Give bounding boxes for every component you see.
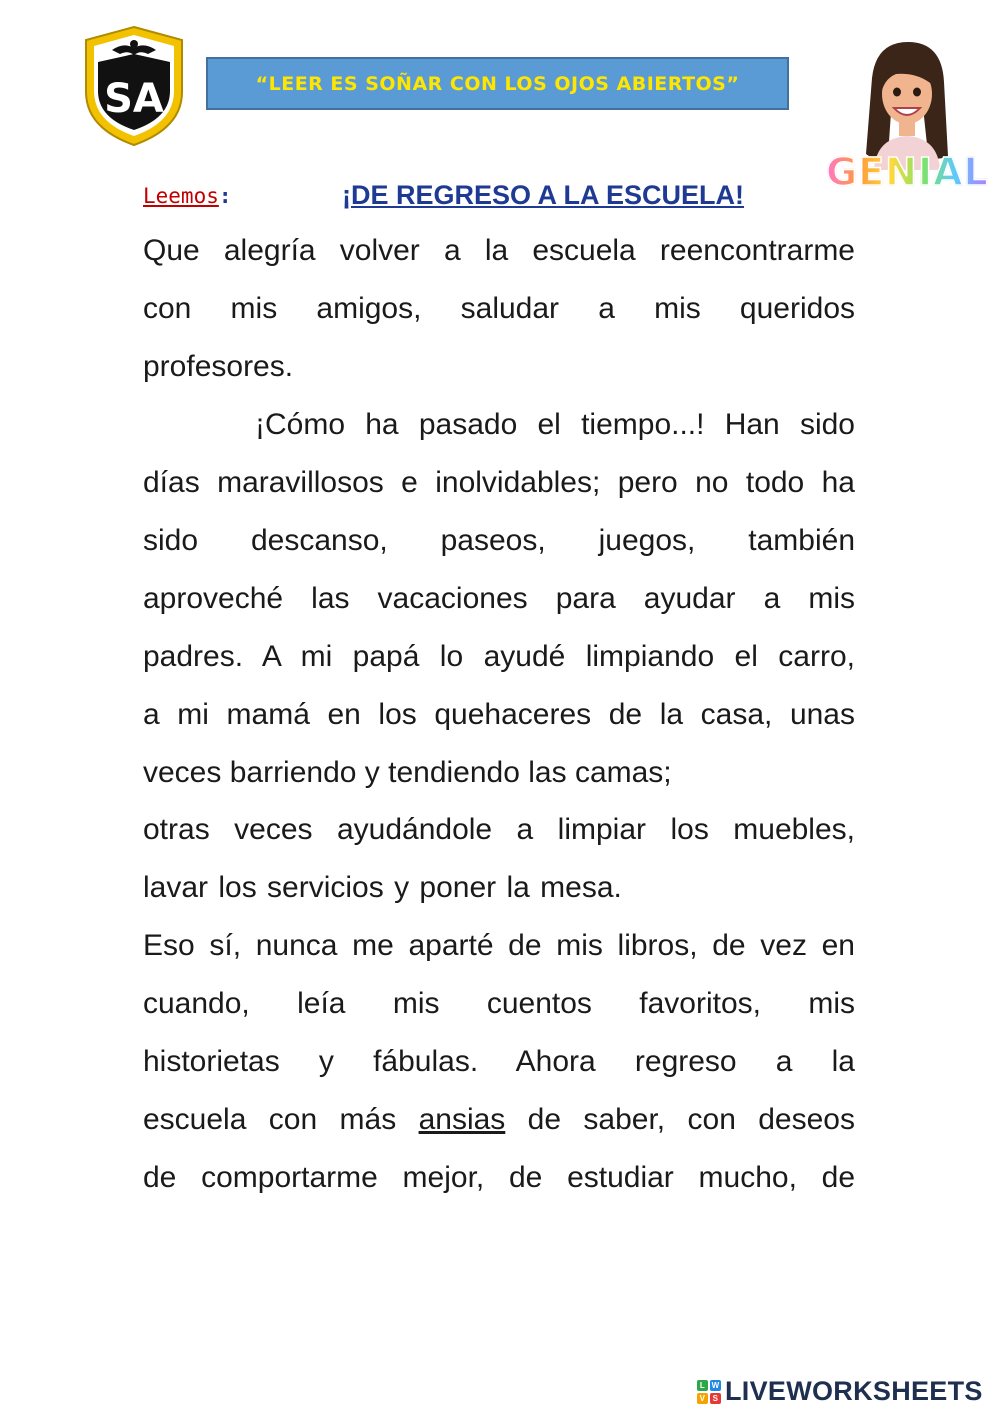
- text-line: veces barriendo y tendiendo las camas;: [143, 756, 672, 789]
- text-line: sido descanso, paseos, juegos, también: [143, 524, 855, 557]
- text-line: aproveché las vacaciones para ayudar a mis: [143, 582, 855, 615]
- text-line: a mi mamá en los quehaceres de la casa, unas: [143, 698, 855, 731]
- paragraph-1: [143, 222, 855, 396]
- text-line: lavar los servicios y poner la mesa.: [143, 871, 622, 904]
- watermark-text: LIVEWORKSHEETS: [725, 1376, 983, 1406]
- leemos-label: Leemos: [143, 184, 219, 208]
- text-line: Que alegría volver a la escuela reencontrarme: [143, 234, 855, 267]
- section-label: [143, 184, 232, 208]
- reading-title: ¡DE REGRESO A LA ESCUELA!: [342, 180, 745, 210]
- motto-text: “LEER ES SOÑAR CON LOS OJOS ABIERTOS”: [255, 72, 740, 95]
- paragraph-3: [143, 801, 855, 917]
- text-line: con mis amigos, saludar a mis queridos: [143, 292, 855, 325]
- text-line: otras veces ayudándole a limpiar los muebles,: [143, 813, 855, 846]
- text-line: padres. A mi papá lo ayudé limpiando el carro,: [143, 640, 855, 673]
- text-line: Eso sí, nunca me aparté de mis libros, de vez en: [143, 929, 855, 962]
- text-line: de comportarme mejor, de estudiar mucho, de: [143, 1161, 855, 1194]
- paragraph-4: [143, 917, 855, 1207]
- liveworksheets-watermark: [697, 1376, 983, 1407]
- paragraph-2: [143, 396, 855, 802]
- school-crest-logo: [82, 24, 186, 148]
- text-line: ¡Cómo ha pasado el tiempo...! Han sido: [255, 408, 855, 441]
- text-line: historietas y fábulas. Ahora regreso a la: [143, 1045, 855, 1078]
- genial-sticker: [826, 150, 989, 194]
- underlined-word: ansias: [418, 1103, 506, 1136]
- motto-banner: [206, 57, 789, 110]
- text-line: cuando, leía mis cuentos favoritos, mis: [143, 987, 855, 1020]
- liveworksheets-logo-icon: L W V S: [697, 1380, 721, 1404]
- text-line: días maravillosos e inolvidables; pero no todo ha: [143, 466, 855, 499]
- text-line: escuela con más ansias de saber, con deseos: [143, 1103, 855, 1136]
- genial-text: GENIAL: [826, 150, 989, 194]
- text-line: profesores.: [143, 350, 294, 383]
- label-colon: :: [218, 184, 232, 208]
- svg-text:SA: SA: [104, 76, 164, 122]
